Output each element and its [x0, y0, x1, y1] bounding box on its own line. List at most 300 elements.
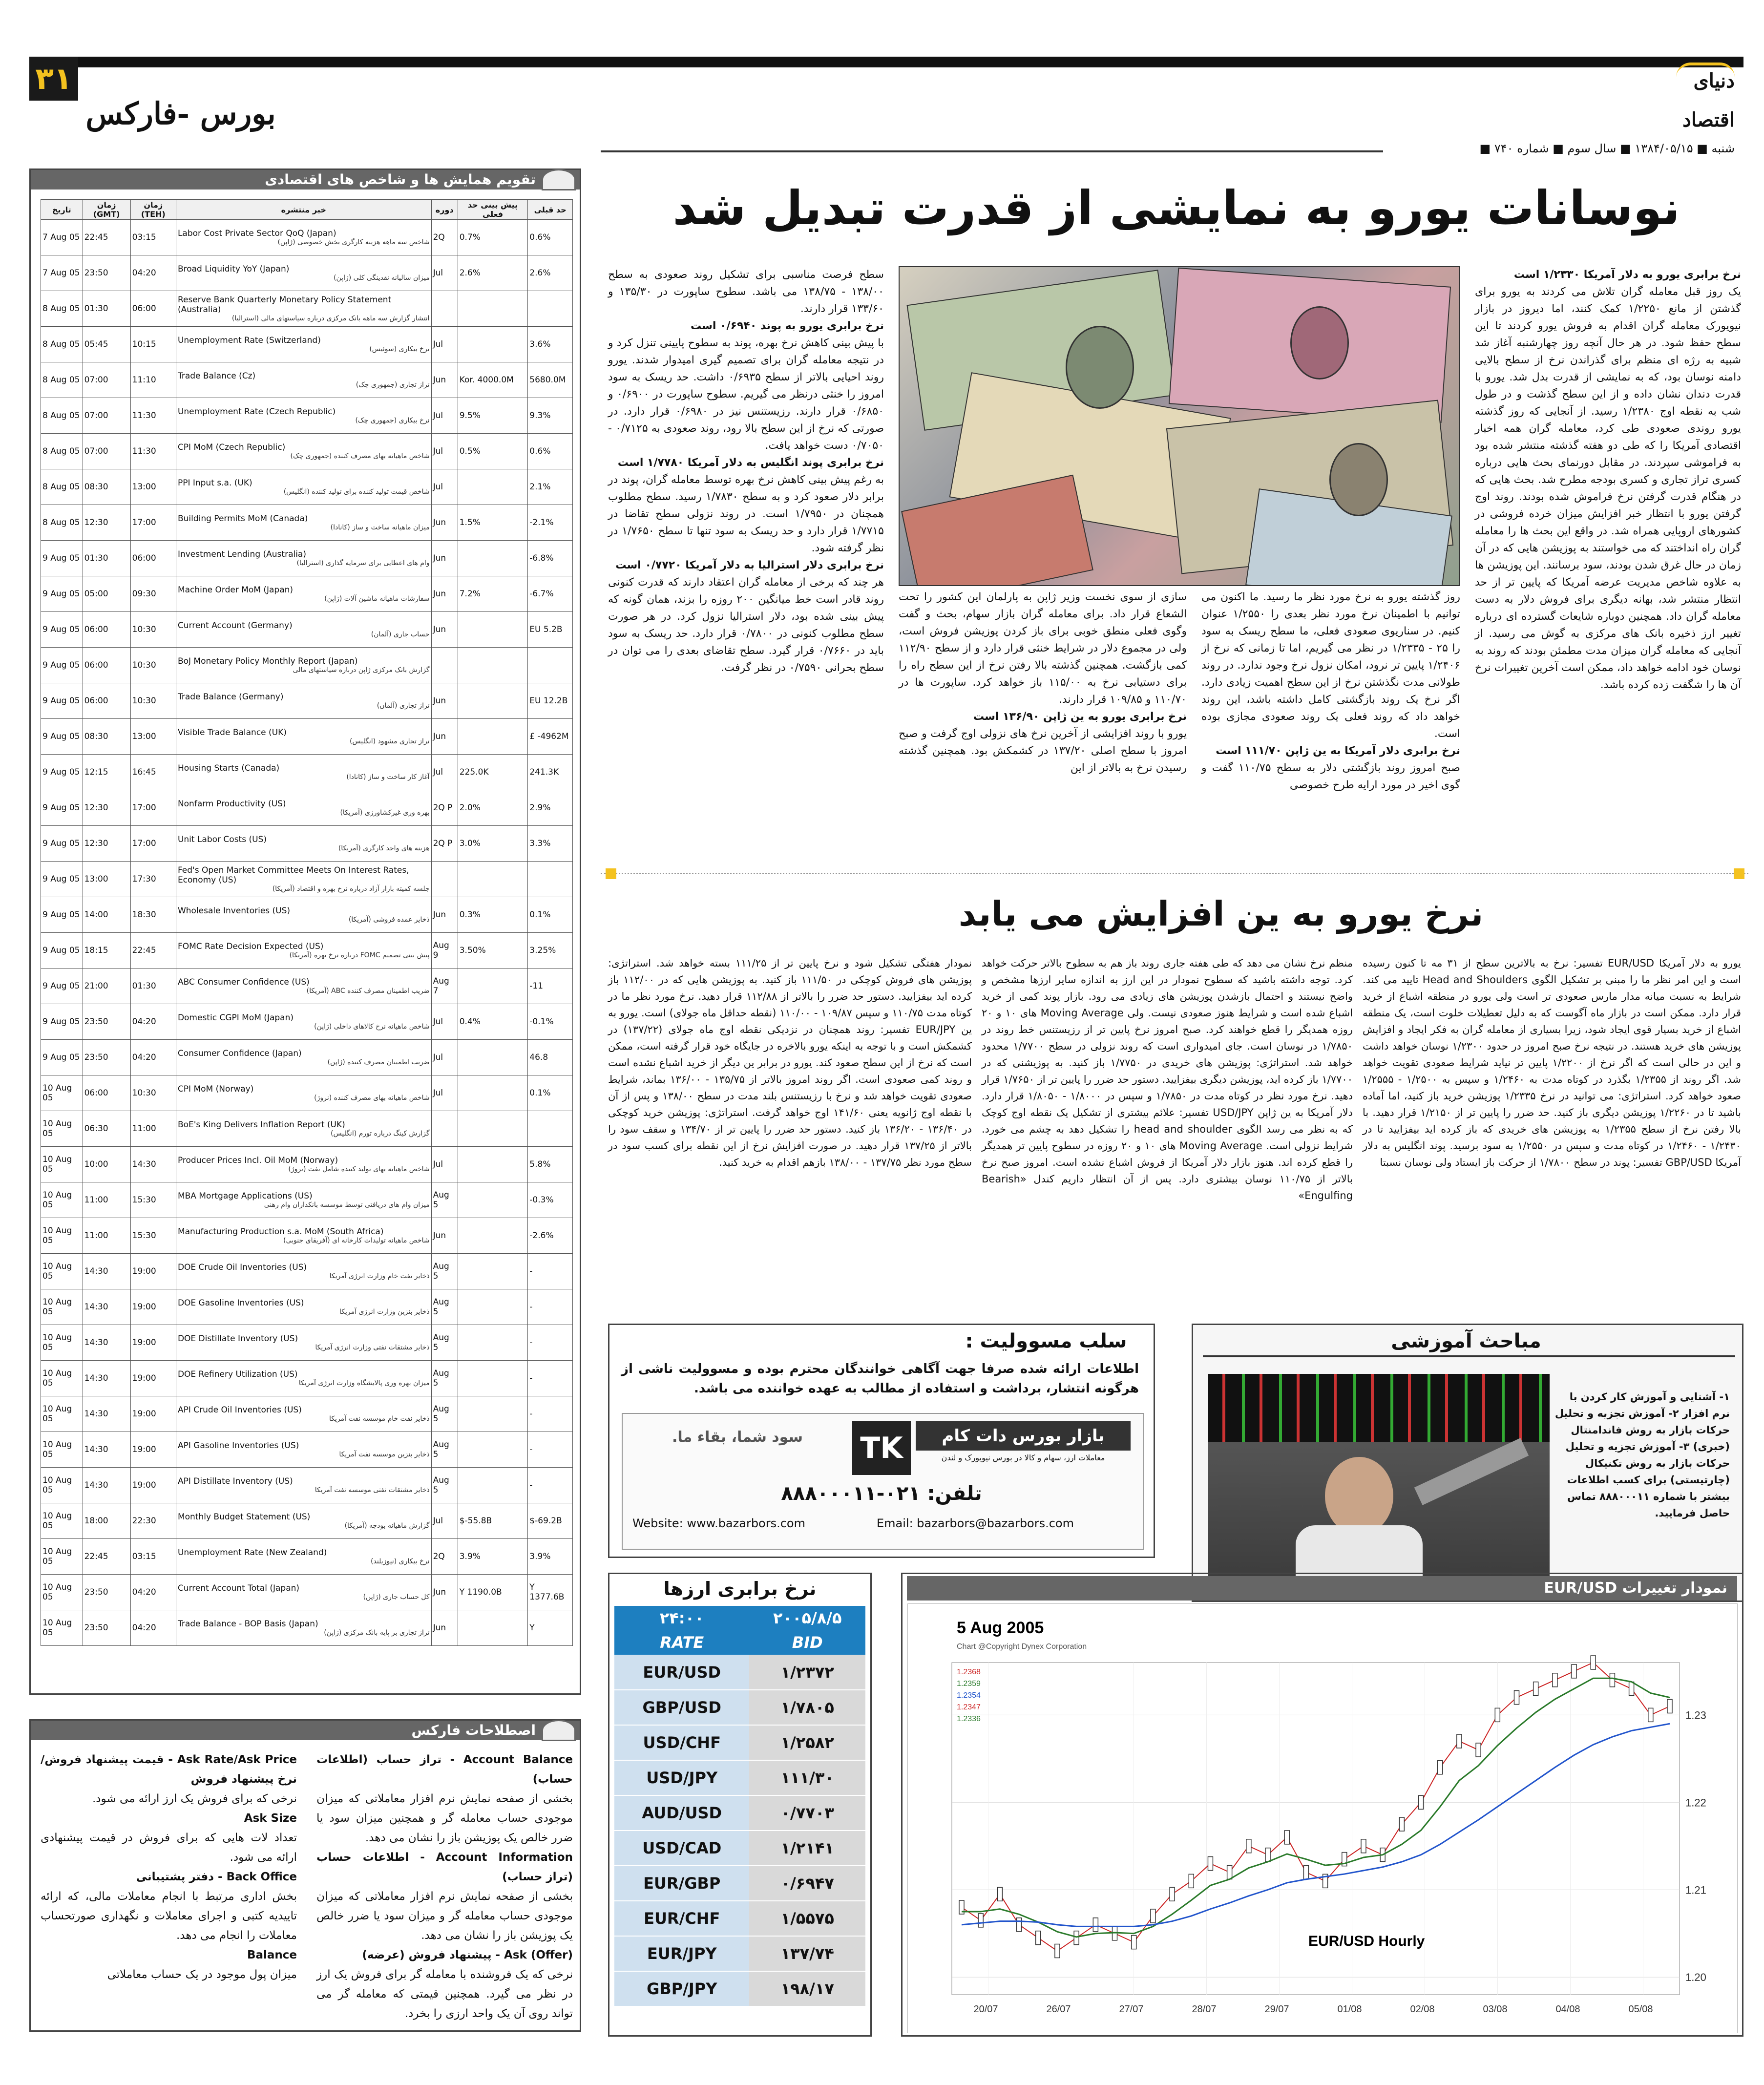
price-candle: [1476, 1743, 1481, 1757]
calendar-cell-text: 3.9%: [529, 1552, 551, 1561]
calendar-cell: [130, 1182, 176, 1218]
calendar-cell: [431, 719, 458, 755]
advertisement: [622, 1413, 1144, 1550]
calendar-cell: [458, 1254, 528, 1289]
calendar-cell: [458, 1396, 528, 1432]
term-definition: بخشی از صفحه نمایش نرم افزار معاملاتی که میزان موجودی حساب معامله گر و میزان سود یا ضرر خالص یک پوزیشن باز را نشان می دهد.: [316, 1890, 573, 1942]
calendar-cell: [176, 1432, 431, 1468]
article2-col1-text: یورو به دلار آمریکا EUR/USD تفسیر: نرخ به بالاترین سطح از ۳۱ مه تا کنون رسیده است و این امر نظر ما را مبنی بر تشکیل الگوی Head and Shoulders تایید می کند. شرایط به نسبت میانه مدار مارس صعودی تر است ولی یورو در منطقه اشباع از خرید قرار دارد. ممکن است در بازار ماه آگوست که به دلیل تعطیلات خلوت است، یک منطقه اشباع از خرید بسیار قوی ایجاد شود، زیرا بسیاری از معامله گران به فکر ایجاد و افزایش پوزیشن های خرید هستند. در نتیجه نرخ صبح امروز در حدود ۱/۲۳۰۰ نوسان خواهد داشت و این در حالی است که اگر نرخ از ۱/۲۲۰۰ پایین تر نیاید شرایط صعودی تقویت خواهد شد. اگر روند از ۱/۲۳۵۵ بگذرد در کوتاه مدت به ۱/۲۴۶۰ و سپس به ۱/۲۵۰۰ - ۱/۲۵۵۵ صعود خواهد کرد. استراتژی: می توانید در نرخ ۱/۲۳۳۵ پوزیشن خرید باز کنید، اما آماده باشید تا در ۱/۲۲۶۰ پوزیشن دیگری باز کنید. حد ضرر را پایین تر از ۱/۲۱۵۰ قرار دهید. با بالا رفتن نرخ از سطح ۱/۲۳۵۵ به پوزیشن های خریدی که باز کرده اید بیفزایید تا در ۱/۲۴۳۰ - ۱/۲۴۶۰ در کوتاه مدت و سپس در ۱/۲۵۵۰ به سود برسید. پوند انگلیس به دلار آمریکا GBP/USD تفسیر: پوند در سطح ۱/۷۸۰۰ از حرکت باز ایستاد ولی نوسان نسبتا: [1363, 957, 1742, 1168]
calendar-cell: [458, 220, 528, 255]
calendar-event-fa: انتشار گزارش سه ماهه بانک مرکزی درباره سیاستهای مالی (استرالیا): [231, 315, 430, 322]
calendar-cell: [431, 683, 458, 719]
calendar-cell: [83, 969, 130, 1004]
calendar-row: [41, 1325, 573, 1361]
calendar-cell-text: 13:00: [132, 732, 156, 741]
y-tick-label: 1.20: [1685, 1971, 1706, 1984]
calendar-cell: [528, 469, 573, 505]
calendar-cell: [176, 648, 431, 683]
calendar-cell-text: 10 Aug 05: [42, 1297, 72, 1317]
calendar-cell: [41, 469, 83, 505]
calendar-cell: [41, 933, 83, 969]
rate-bid: ۱۳۷/۷۴: [749, 1936, 865, 1971]
x-tick-label: 28/07: [1192, 2004, 1217, 2015]
calendar-cell-text: 19:00: [132, 1480, 156, 1490]
calendar-cell: [176, 683, 431, 719]
calendar-cell: [83, 1111, 130, 1147]
calendar-cell-text: 10 Aug 05: [42, 1547, 72, 1566]
calendar-cell-text: 0.7%: [459, 232, 481, 242]
calendar-event-fa: وام های اعطایی برای سرمایه گذاری (استرالیا): [296, 559, 430, 567]
calendar-cell: [130, 1004, 176, 1040]
legend-entry: 1.2347: [957, 1703, 981, 1711]
calendar-cell: [130, 719, 176, 755]
calendar-cell-text: -: [529, 1445, 533, 1454]
calendar-cell: [83, 1361, 130, 1396]
calendar-cell: [176, 255, 431, 291]
calendar-cell: [528, 220, 573, 255]
rate-row: [614, 1831, 865, 1866]
calendar-row: [41, 1468, 573, 1503]
calendar-cell-text: Current Account Total (Japan): [177, 1583, 300, 1593]
calendar-cell: [458, 1040, 528, 1075]
rate-pair: EUR/JPY: [614, 1936, 749, 1971]
calendar-cell: [431, 790, 458, 826]
calendar-cell: [431, 1361, 458, 1396]
calendar-cell-text: Monthly Budget Statement (US): [177, 1512, 311, 1522]
calendar-cell: [458, 683, 528, 719]
calendar-cell: [431, 541, 458, 576]
calendar-event-fa: نرخ بیکاری (سوئیس): [369, 345, 430, 353]
calendar-cell-text: 06:00: [132, 304, 156, 314]
chart-subtitle: Chart @Copyright Dynex Corporation: [957, 1643, 1087, 1651]
calendar-cell: [41, 220, 83, 255]
calendar-cell: [431, 469, 458, 505]
rate-row: [614, 1725, 865, 1760]
economic-calendar: [29, 168, 581, 1695]
calendar-cell: [431, 1432, 458, 1468]
calendar-cell-text: 12:30: [84, 839, 108, 848]
calendar-row: [41, 648, 573, 683]
calendar-cell-text: 2Q: [433, 232, 445, 242]
calendar-cell: [83, 790, 130, 826]
calendar-col-header: پیش بینی حد فعلی: [458, 200, 528, 220]
calendar-cell: [431, 1254, 458, 1289]
calendar-cell-text: 10 Aug 05: [42, 1369, 72, 1388]
term-definition: تعداد لات هایی که برای فروش در قیمت پیشنهادی ارائه می شود.: [41, 1832, 297, 1864]
rate-pair: GBP/JPY: [614, 1971, 749, 2006]
calendar-cell-text: -6.7%: [529, 589, 554, 599]
calendar-cell-text: Jul: [433, 411, 443, 421]
calendar-cell: [83, 1182, 130, 1218]
calendar-cell: [528, 291, 573, 327]
rates-rate-label: RATE: [614, 1630, 749, 1655]
calendar-cell: [83, 826, 130, 862]
calendar-cell-text: 10:15: [132, 339, 156, 349]
calendar-cell-text: 0.1%: [529, 910, 551, 920]
calendar-event-fa: ذخایر بنزین وزارت انرژی آمریکا: [339, 1308, 430, 1316]
calendar-cell: [528, 505, 573, 541]
calendar-cell: [176, 434, 431, 469]
calendar-cell-text: 10 Aug 05: [42, 1190, 72, 1210]
ad-subtitle: معاملات ارز، سهام و کالا در بورس نیویورک و لندن: [941, 1453, 1105, 1462]
rate-bid: ۱۹۸/۱۷: [749, 1971, 865, 2006]
calendar-cell-text: Fed's Open Market Committee Meets On Interest Rates, Economy (US): [177, 865, 409, 885]
rate-bid: ۱/۲۵۸۲: [749, 1725, 865, 1760]
price-candle: [1399, 1817, 1404, 1831]
calendar-event-fa: جلسه کمیته بازار آزاد درباره نرخ بهره و اقتصاد (آمریکا): [272, 885, 430, 893]
calendar-cell: [83, 1289, 130, 1325]
calendar-cell: [458, 505, 528, 541]
calendar-cell: [83, 1218, 130, 1254]
calendar-cell-text: 8 Aug 05: [42, 518, 80, 527]
calendar-cell-text: 2.6%: [529, 268, 551, 278]
calendar-cell-text: 10 Aug 05: [42, 1226, 72, 1245]
globe-icon: [542, 169, 576, 190]
calendar-cell-text: MBA Mortgage Applications (US): [177, 1191, 313, 1201]
rate-pair: EUR/GBP: [614, 1866, 749, 1901]
calendar-event-fa: کل حساب جاری (ژاپن): [363, 1593, 430, 1601]
calendar-cell-text: 08:30: [84, 732, 108, 741]
calendar-col-header: زمان (GMT): [83, 200, 130, 220]
calendar-cell-text: Unemployment Rate (New Zealand): [177, 1548, 327, 1558]
calendar-cell-text: Investment Lending (Australia): [177, 549, 306, 559]
calendar-cell-text: 18:00: [84, 1516, 108, 1526]
calendar-row: [41, 1575, 573, 1610]
calendar-cell-text: 10:30: [132, 660, 156, 670]
ad-phone: تلفن: ۰۲۱-۸۸۸۰۰۰۱۱: [781, 1482, 982, 1505]
legend-entry: 1.2354: [957, 1691, 981, 1700]
calendar-cell-text: 10 Aug 05: [42, 1155, 72, 1174]
calendar-cell-text: 9 Aug 05: [42, 732, 80, 741]
calendar-cell-text: 14:30: [84, 1373, 108, 1383]
calendar-cell-text: 23:50: [84, 1017, 108, 1027]
calendar-cell: [130, 434, 176, 469]
calendar-cell: [458, 933, 528, 969]
calendar-cell: [130, 220, 176, 255]
calendar-cell-text: Aug 5: [433, 1190, 449, 1210]
calendar-cell-text: 14:30: [84, 1302, 108, 1312]
calendar-cell: [41, 1075, 83, 1111]
calendar-row: [41, 576, 573, 612]
top-rule: [29, 57, 1743, 67]
calendar-cell: [41, 1218, 83, 1254]
calendar-cell-text: Manufacturing Production s.a. MoM (South Africa): [177, 1227, 384, 1237]
calendar-cell: [41, 1004, 83, 1040]
calendar-cell-text: Unit Labor Costs (US): [177, 835, 267, 844]
calendar-cell: [41, 1539, 83, 1575]
calendar-cell: [83, 362, 130, 398]
calendar-event-fa: تراز تجاری (آلمان): [377, 702, 430, 710]
calendar-cell: [458, 719, 528, 755]
calendar-cell: [431, 1075, 458, 1111]
calendar-cell-text: Aug 5: [433, 1333, 449, 1352]
calendar-cell: [83, 612, 130, 648]
calendar-cell-text: -: [529, 1409, 533, 1419]
calendar-cell: [431, 933, 458, 969]
ad-website[interactable]: Website: www.bazarbors.com: [632, 1516, 805, 1530]
calendar-cell: [41, 862, 83, 897]
calendar-cell-text: 10 Aug 05: [42, 1475, 72, 1495]
calendar-cell-text: 04:20: [132, 268, 156, 278]
calendar-cell-text: 08:30: [84, 482, 108, 492]
article1-col4b-text: به رغم پیش بینی کاهش نرخ بهره توسط معامله گران، پوند در برابر دلار صعود کرد و به سطح ۱/۷۸۳۰ رسید. سطح مطلوب همچنان در ۱/۷۹۵۰ است. در روند نزولی سطح تقاضا در ۱/۷۷۱۵ قرار دارد و حد ریسک به سود تنها تا سطح ۱/۷۶۵۰ در نظر گرفته شود.: [608, 474, 884, 554]
calendar-row: [41, 1361, 573, 1396]
calendar-cell: [431, 1468, 458, 1503]
calendar-cell: [528, 398, 573, 434]
calendar-cell: [528, 1075, 573, 1111]
calendar-event-fa: پیش بینی تصمیم FOMC درباره نرخ بهره (آمریکا): [289, 951, 430, 959]
calendar-cell: [528, 648, 573, 683]
calendar-cell-text: 06:30: [84, 1124, 108, 1134]
calendar-cell-text: 10:30: [132, 1088, 156, 1098]
calendar-event-fa: شاخص ماهیانه بهای مصرف کننده (جمهوری چک): [290, 452, 430, 460]
calendar-cell-text: 06:00: [84, 696, 108, 706]
calendar-cell: [176, 1396, 431, 1432]
calendar-cell-text: Jul: [433, 482, 443, 492]
price-candle: [1457, 1734, 1462, 1748]
calendar-cell-text: 11:00: [132, 1124, 156, 1134]
calendar-cell: [130, 648, 176, 683]
calendar-cell-text: 9 Aug 05: [42, 767, 80, 777]
rates-date: ۲۰۰۵/۸/۵: [749, 1606, 865, 1630]
calendar-row: [41, 612, 573, 648]
calendar-cell-text: 07:00: [84, 446, 108, 456]
calendar-cell-text: 7.2%: [459, 589, 481, 599]
calendar-cell-text: 2.0%: [459, 803, 481, 813]
calendar-cell: [431, 648, 458, 683]
calendar-cell: [83, 648, 130, 683]
calendar-cell: [130, 1575, 176, 1610]
calendar-cell-text: 5680.0M: [529, 375, 566, 385]
calendar-cell-text: 0.4%: [459, 1017, 481, 1027]
calendar-cell-text: Jul: [433, 767, 443, 777]
calendar-cell: [130, 327, 176, 362]
article1-col2: [1201, 589, 1460, 857]
calendar-cell-text: 9 Aug 05: [42, 803, 80, 813]
calendar-cell: [83, 541, 130, 576]
calendar-cell: [176, 719, 431, 755]
calendar-title: تقویم همایش ها و شاخص های اقتصادی: [265, 171, 536, 188]
ad-email[interactable]: Email: bazarbors@bazarbors.com: [877, 1516, 1074, 1530]
calendar-cell-text: 9 Aug 05: [42, 910, 80, 920]
article1-col3-text: سازی از سوی نخست وزیر ژاپن به پارلمان این کشور را تحت الشعاع قرار داد. برای معامله گران بازار سهام، بحث و گفت وگوی فعلی منطق خوبی برای باز کردن پوزیشن فروش است، ولی در مجموع دلار در شرایط خنثی قرار دارد و از سطح ۱۱۲/۹۰ کمی بازگشت. همچنین گذشته بالا رفتن نرخ از این سطح راه را برای دستیابی نرخ به ۱۱۵/۰۰ باز خواهد کرد. ساپورت ها در ۱۱۰/۷۰ و ۱۰۹/۸۵ قرار دارند.: [899, 591, 1187, 706]
calendar-cell: [83, 933, 130, 969]
dateline: شنبه ■ ۱۳۸۴/۰۵/۱۵ ■ سال سوم ■ شماره ۷۴۰ ■: [1383, 142, 1735, 161]
price-candle: [1132, 1936, 1136, 1949]
calendar-cell-text: Jul: [433, 1053, 443, 1062]
calendar-cell: [176, 1040, 431, 1075]
calendar-cell-text: 04:20: [132, 1587, 156, 1597]
calendar-cell: [41, 648, 83, 683]
calendar-cell: [130, 933, 176, 969]
calendar-cell-text: 01:30: [84, 304, 108, 314]
calendar-cell-text: 9 Aug 05: [42, 946, 80, 955]
calendar-cell: [176, 1218, 431, 1254]
calendar-row: [41, 398, 573, 434]
calendar-cell-text: 06:00: [84, 1088, 108, 1098]
calendar-cell: [83, 862, 130, 897]
calendar-cell-text: 04:20: [132, 1053, 156, 1062]
calendar-cell: [431, 1040, 458, 1075]
calendar-cell-text: -6.8%: [529, 553, 554, 563]
calendar-cell: [83, 1147, 130, 1182]
calendar-cell-text: Kor. 4000.0M: [459, 375, 514, 385]
calendar-cell: [431, 755, 458, 790]
calendar-cell-text: 15:30: [132, 1231, 156, 1241]
calendar-event-fa: ذخایر نفت خام وزارت انرژی آمریکا: [329, 1272, 430, 1280]
calendar-row: [41, 790, 573, 826]
calendar-cell: [458, 1432, 528, 1468]
education-text: ۱- آشنایی و آموزش کار کردن با نرم افزار ۲- آموزش تجزیه و تحلیل حرکات بازار به روش فاندامنتال (خبری) ۳- آموزش تجزیه و تحلیل حرکات بازار به روش تکنیکال (چارتیستی) برای کسب اطلاعات بیشتر با شماره ۸۸۸۰۰۰۱۱ تماس حاصل فرمایید.: [1554, 1391, 1730, 1519]
calendar-cell-text: -: [529, 1302, 533, 1312]
calendar-cell-text: £ -4962M: [529, 732, 569, 741]
calendar-cell: [130, 1610, 176, 1646]
calendar-cell: [41, 362, 83, 398]
calendar-cell: [130, 1111, 176, 1147]
calendar-cell: [130, 1040, 176, 1075]
calendar-cell: [528, 1610, 573, 1646]
calendar-cell-text: -2.6%: [529, 1231, 554, 1241]
calendar-row: [41, 1289, 573, 1325]
calendar-cell-text: $-55.8B: [459, 1516, 492, 1526]
rate-pair: USD/CAD: [614, 1831, 749, 1866]
calendar-cell-text: 18:15: [84, 946, 108, 955]
calendar-cell: [130, 826, 176, 862]
calendar-event-fa: تراز تجاری مشهود (انگلیس): [349, 737, 430, 745]
article1-col4-subhead1: نرخ برابری یورو به پوند ۰/۶۹۴۰ است: [690, 320, 884, 332]
calendar-event-fa: گزارش ماهیانه بودجه (آمریکا): [344, 1522, 430, 1530]
chart-annotation: EUR/USD Hourly: [1308, 1933, 1425, 1949]
calendar-cell-text: 05:00: [84, 589, 108, 599]
calendar-cell: [176, 1182, 431, 1218]
calendar-cell-text: 11:00: [84, 1231, 108, 1241]
article1-col4a-text: با پیش بینی کاهش نرخ بهره، پوند به سطوح پایینی تنزل کرد و در نتیجه معامله گران برای تصمیم گیری امیدوار شدند. یورو روند احیایی بالاتر از سطح ۰/۶۹۳۵ داشت. حد ریسک به سود امروز را خنثی درنظر می گیریم. سطوح ساپورت در ۰/۶۹۰۰ و ۰/۶۸۵۰ قرار دارند. رزیستنس نیز در ۰/۶۹۸۰ قرار دارد. در صورتی که نرخ از این سطح بالا رود، روند صعودی به ۰/۷۱۲۵ - ۰/۷۰۵۰ دست خواهد یافت.: [608, 337, 884, 452]
calendar-cell-text: 9 Aug 05: [42, 696, 80, 706]
calendar-cell: [431, 1218, 458, 1254]
calendar-row: [41, 755, 573, 790]
calendar-cell-text: -: [529, 1373, 533, 1383]
article1-col4-subhead3: نرخ برابری دلار استرالیا به دلار آمریکا ۰/۷۷۲۰ است: [615, 559, 884, 571]
calendar-cell: [431, 434, 458, 469]
term-definition: میزان پول موجود در یک حساب معاملاتی: [107, 1968, 297, 1981]
calendar-cell: [458, 398, 528, 434]
article1-col4-subhead2: نرخ برابری پوند انگلیس به دلار آمریکا ۱/۷۷۸۰ است: [617, 457, 884, 469]
calendar-cell: [83, 576, 130, 612]
rate-row: [614, 1795, 865, 1831]
calendar-cell-text: 14:30: [84, 1338, 108, 1348]
calendar-cell-text: Broad Liquidity YoY (Japan): [177, 264, 290, 274]
calendar-cell: [458, 1004, 528, 1040]
calendar-event-fa: ذخایر مشتقات نفتی وزارت انرژی آمریکا: [315, 1344, 430, 1351]
calendar-cell: [458, 1361, 528, 1396]
calendar-cell-text: Jul: [433, 1088, 443, 1098]
calendar-cell: [41, 327, 83, 362]
calendar-row: [41, 1218, 573, 1254]
calendar-cell-text: 14:30: [132, 1159, 156, 1169]
calendar-cell: [130, 790, 176, 826]
calendar-cell-text: 2Q P: [433, 839, 453, 848]
calendar-cell: [528, 1325, 573, 1361]
calendar-row: [41, 1040, 573, 1075]
calendar-cell-text: 15:30: [132, 1195, 156, 1205]
calendar-cell-text: 10:00: [84, 1159, 108, 1169]
calendar-cell-text: 8 Aug 05: [42, 482, 80, 492]
calendar-cell: [528, 1004, 573, 1040]
calendar-row: [41, 541, 573, 576]
calendar-cell-text: Housing Starts (Canada): [177, 763, 280, 773]
calendar-cell: [528, 1575, 573, 1610]
calendar-cell-text: 3.0%: [459, 839, 481, 848]
calendar-cell-text: 9 Aug 05: [42, 625, 80, 634]
calendar-cell-text: 19:00: [132, 1373, 156, 1383]
calendar-cell: [130, 683, 176, 719]
calendar-cell-text: Aug 5: [433, 1297, 449, 1317]
term-name: Ask (Offer) - پیشنهاد فروش (عرضه): [362, 1949, 573, 1961]
calendar-cell-text: 04:20: [132, 1623, 156, 1633]
calendar-cell-text: DOE Gasoline Inventories (US): [177, 1298, 304, 1308]
calendar-cell: [83, 1396, 130, 1432]
calendar-cell: [431, 1111, 458, 1147]
calendar-cell-text: 10 Aug 05: [42, 1083, 72, 1103]
calendar-cell-text: 9 Aug 05: [42, 589, 80, 599]
calendar-cell: [458, 1468, 528, 1503]
calendar-cell: [41, 434, 83, 469]
calendar-cell-text: Wholesale Inventories (US): [177, 906, 291, 916]
calendar-cell: [528, 1289, 573, 1325]
rate-pair: EUR/USD: [614, 1655, 749, 1690]
calendar-cell-text: 9 Aug 05: [42, 660, 80, 670]
calendar-cell: [83, 255, 130, 291]
ad-name: بازار بورس دات کام: [916, 1421, 1131, 1451]
article1-col2-text: روز گذشته یورو به نرخ مورد نظر ما رسید. ما اکنون می توانیم با اطمینان نرخ مورد نظر بعدی را ۱/۲۵۵۰ عنوان کنیم. در سناریوی صعودی فعلی، ما سطح ریسک به سود را ۲۵ - ۱/۲۳۳۵ در نظر می گیریم، اما تا زمانی که نرخ از ۱/۲۴۰۶ پایین تر نرود، امکان نزول نرخ وجود ندارد. در روند طولانی مدت نگذشتن نرخ از این سطح اهمیت زیادی دارد. اگر نرخ یک روند بازگشتی کامل داشته باشد، این روند خواهد داد که روند فعلی یک روند صعودی مجازی بوده است.: [1201, 591, 1460, 740]
calendar-cell: [176, 1539, 431, 1575]
calendar-cell-text: Trade Balance (Germany): [177, 692, 284, 702]
price-candle: [1495, 1708, 1500, 1722]
term-item: [41, 1945, 297, 1984]
calendar-cell: [83, 1539, 130, 1575]
article1-col2-subhead: نرخ برابری دلار آمریکا به ین ژاپن ۱۱۱/۷۰ است: [1216, 745, 1460, 757]
calendar-event-fa: شاخص ماهیانه تولیدات کارخانه ای (آفریقای جنوبی): [283, 1237, 430, 1244]
price-candle: [1093, 1918, 1098, 1932]
calendar-cell-text: Unemployment Rate (Czech Republic): [177, 407, 336, 417]
calendar-event-fa: آغاز کار ساخت و ساز (کانادا): [346, 773, 430, 781]
calendar-cell-text: 14:30: [84, 1480, 108, 1490]
calendar-cell: [528, 719, 573, 755]
price-candle: [1419, 1795, 1424, 1809]
calendar-cell: [528, 1040, 573, 1075]
calendar-cell-text: 9 Aug 05: [42, 981, 80, 991]
calendar-cell: [431, 1539, 458, 1575]
calendar-cell: [431, 897, 458, 933]
calendar-cell: [41, 398, 83, 434]
calendar-table: [41, 199, 573, 1646]
calendar-cell-text: Jun: [433, 553, 446, 563]
calendar-cell: [130, 505, 176, 541]
calendar-event-fa: ضریب اطمینان مصرف کننده ABC (آمریکا): [306, 987, 430, 995]
calendar-cell: [130, 1468, 176, 1503]
calendar-cell: [130, 1325, 176, 1361]
rate-pair: EUR/CHF: [614, 1901, 749, 1936]
divider-square-icon: [1734, 868, 1744, 879]
article2-col1: [1363, 955, 1741, 1316]
term-item: [316, 1750, 573, 1848]
article1-col3: [899, 589, 1187, 857]
calendar-cell: [528, 327, 573, 362]
calendar-cell-text: Jul: [433, 268, 443, 278]
calendar-cell: [458, 1575, 528, 1610]
calendar-cell: [528, 255, 573, 291]
calendar-header: [31, 170, 580, 190]
